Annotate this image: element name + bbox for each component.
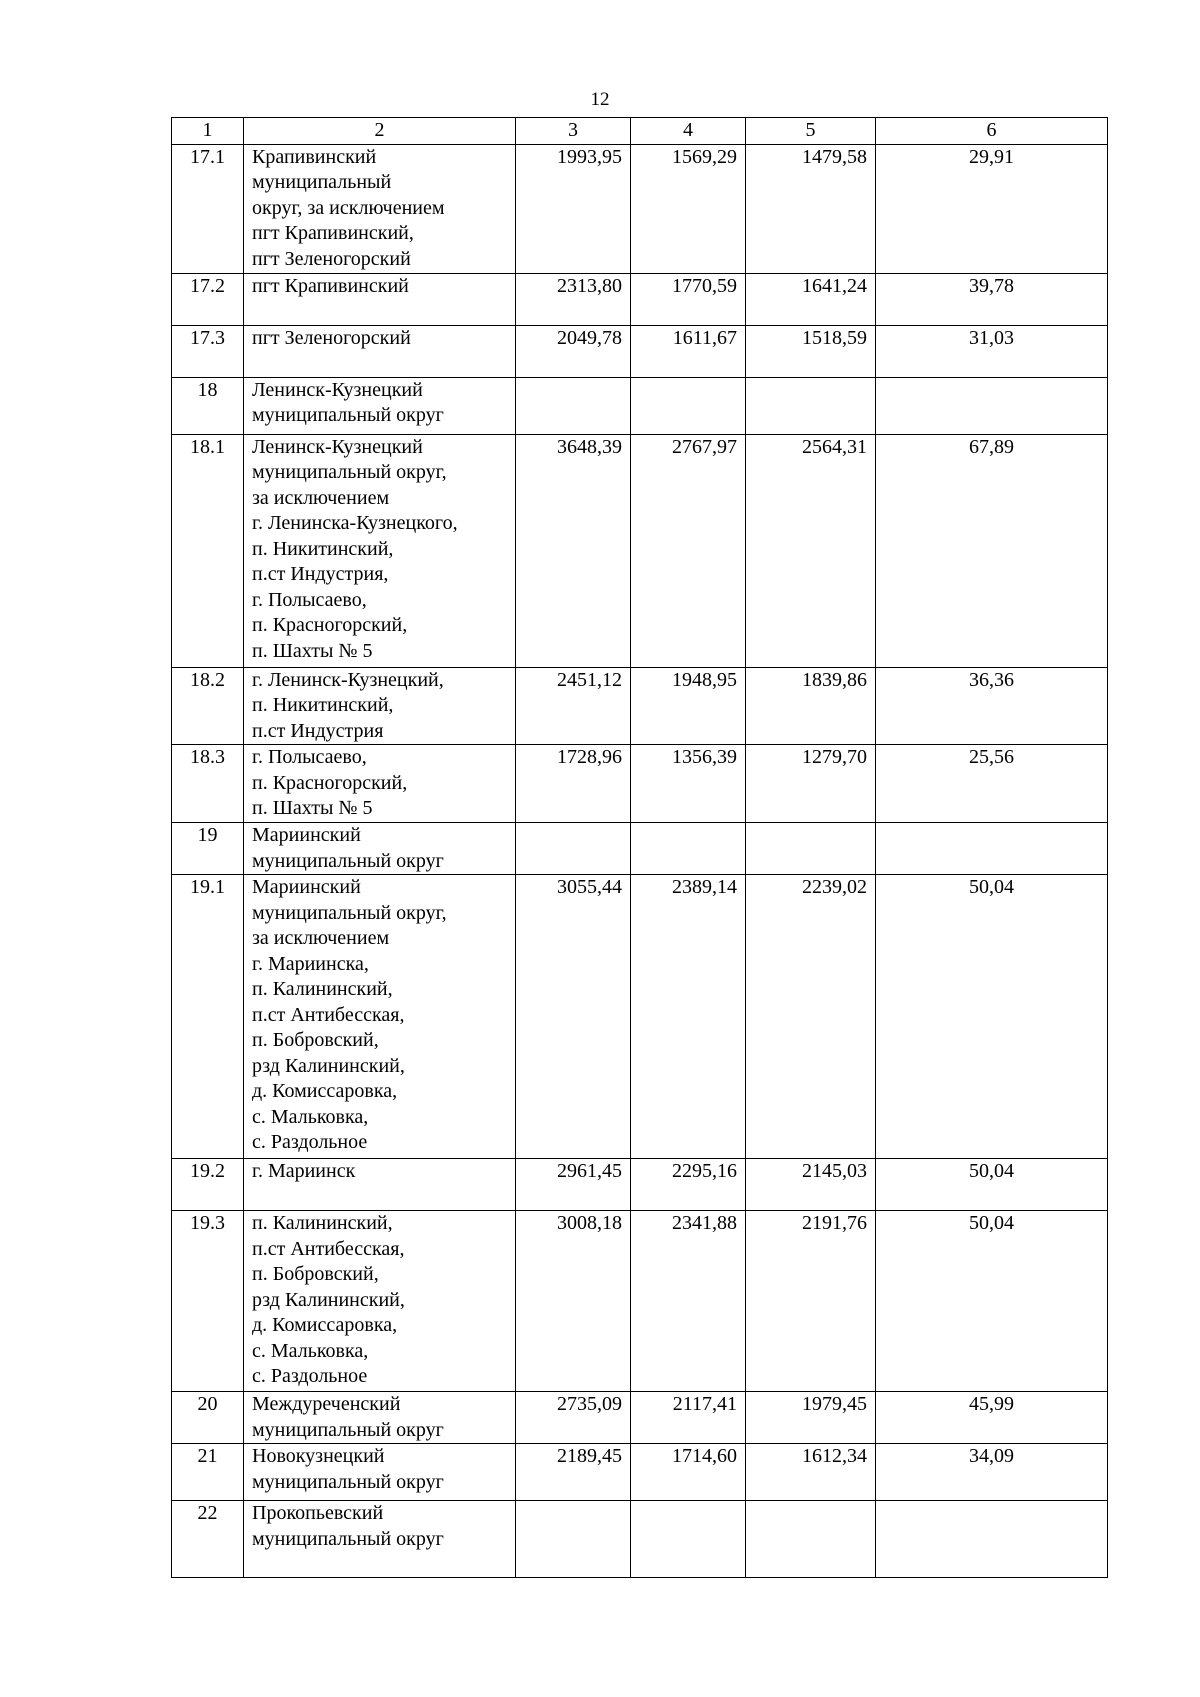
table-header-row: [172, 118, 1108, 145]
tariff-table: [171, 117, 1108, 1578]
territory-name-line: Мариинский: [252, 824, 361, 846]
value-col-4-cell: 1770,59: [631, 273, 746, 325]
value-col-5-cell: 1641,24: [746, 273, 876, 325]
value-col-3-cell: 3055,44: [516, 875, 631, 1159]
territory-name-line: Крапивинский: [252, 145, 377, 168]
value-col-5-cell: 2145,03: [746, 1159, 876, 1211]
territory-name-line: п. Шахты № 5: [252, 797, 373, 819]
table-row: [172, 325, 1108, 377]
value-col-5-cell: 1839,86: [746, 667, 876, 745]
row-number-cell: 20: [172, 1392, 244, 1444]
column-header-5: 5: [746, 118, 876, 145]
value-col-6-cell: 67,89: [876, 434, 1108, 667]
territory-name-line: с. Раздольное: [252, 1131, 368, 1153]
territory-name-cell: [244, 144, 516, 273]
territory-name-line: д. Комиссаровка,: [252, 1080, 398, 1102]
territory-name-cell: [244, 273, 516, 325]
territory-name-line: Прокопьевский: [252, 1502, 384, 1524]
territory-name-line: с. Мальковка,: [252, 1339, 369, 1362]
territory-name-cell: [244, 745, 516, 823]
value-col-6-cell: [876, 377, 1108, 434]
value-col-4-cell: [631, 377, 746, 434]
territory-name-line: п. Никитинский,: [252, 694, 394, 716]
row-number-cell: 21: [172, 1444, 244, 1501]
territory-name-line: Новокузнецкий: [252, 1445, 385, 1467]
territory-name-line: г. Ленинска-Кузнецкого,: [252, 512, 458, 534]
column-header-3: 3: [516, 118, 631, 145]
territory-name-cell: [244, 1159, 516, 1211]
territory-name-line: округ, за исключением: [252, 196, 445, 219]
territory-name-cell: [244, 1211, 516, 1392]
value-col-3-cell: 1728,96: [516, 745, 631, 823]
row-number-cell: 19: [172, 823, 244, 875]
territory-name-line: рзд Калининский,: [252, 1054, 405, 1077]
territory-name-line: п. Калининский,: [252, 1212, 393, 1234]
territory-name-line: п.ст Антибесская,: [252, 1237, 405, 1260]
value-col-3-cell: 2735,09: [516, 1392, 631, 1444]
value-col-3-cell: 3648,39: [516, 434, 631, 667]
value-col-6-cell: 50,04: [876, 1211, 1108, 1392]
territory-name-line: п. Красногорский,: [252, 771, 408, 794]
territory-name-line: п.ст Индустрия: [252, 719, 384, 742]
territory-name-line: пгт Крапивинский,: [252, 222, 414, 244]
value-col-3-cell: 2961,45: [516, 1159, 631, 1211]
column-header-2: 2: [244, 118, 516, 145]
table-row: [172, 1392, 1108, 1444]
value-col-6-cell: [876, 1501, 1108, 1578]
value-col-4-cell: 1611,67: [631, 325, 746, 377]
territory-name-cell: [244, 1501, 516, 1578]
territory-name-line: г. Полысаево,: [252, 746, 367, 768]
territory-name-line: г. Мариинск: [252, 1160, 356, 1182]
value-col-4-cell: 1569,29: [631, 144, 746, 273]
territory-name-line: пгт Зеленогорский: [252, 247, 411, 270]
row-number-cell: 19.1: [172, 875, 244, 1159]
value-col-6-cell: 25,56: [876, 745, 1108, 823]
table-row: [172, 1211, 1108, 1392]
territory-name-line: п. Бобровский,: [252, 1263, 379, 1285]
value-col-6-cell: 36,36: [876, 667, 1108, 745]
row-number-cell: 19.3: [172, 1211, 244, 1392]
territory-name-line: пгт Зеленогорский: [252, 326, 411, 349]
value-col-6-cell: 29,91: [876, 144, 1108, 273]
territory-name-line: муниципальный округ,: [252, 461, 447, 483]
column-header-4: 4: [631, 118, 746, 145]
page-number: 12: [590, 89, 610, 110]
territory-name-line: п.ст Антибесская,: [252, 1003, 405, 1026]
territory-name-line: с. Мальковка,: [252, 1105, 369, 1128]
value-col-4-cell: 2767,97: [631, 434, 746, 667]
table-row: [172, 823, 1108, 875]
value-col-4-cell: 1714,60: [631, 1444, 746, 1501]
value-col-3-cell: 1993,95: [516, 144, 631, 273]
table-row: [172, 745, 1108, 823]
territory-name-line: Ленинск-Кузнецкий: [252, 378, 423, 401]
value-col-4-cell: [631, 1501, 746, 1578]
territory-name-line: муниципальный округ: [252, 404, 444, 426]
value-col-5-cell: [746, 823, 876, 875]
territory-name-cell: [244, 667, 516, 745]
value-col-4-cell: 1356,39: [631, 745, 746, 823]
territory-name-line: г. Ленинск-Кузнецкий,: [252, 668, 444, 691]
value-col-4-cell: 2295,16: [631, 1159, 746, 1211]
value-col-5-cell: 1612,34: [746, 1444, 876, 1501]
column-header-1: 1: [172, 118, 244, 145]
territory-name-line: г. Мариинска,: [252, 952, 369, 975]
territory-name-line: муниципальный: [252, 171, 392, 193]
value-col-3-cell: 2313,80: [516, 273, 631, 325]
value-col-5-cell: [746, 377, 876, 434]
territory-name-line: рзд Калининский,: [252, 1288, 405, 1311]
value-col-6-cell: 39,78: [876, 273, 1108, 325]
row-number-cell: 17.3: [172, 325, 244, 377]
territory-name-line: п. Шахты № 5: [252, 639, 373, 662]
territory-name-line: муниципальный округ: [252, 1418, 444, 1441]
territory-name-line: муниципальный округ: [252, 849, 444, 872]
column-header-6: 6: [876, 118, 1108, 145]
value-col-6-cell: 50,04: [876, 875, 1108, 1159]
value-col-5-cell: [746, 1501, 876, 1578]
territory-name-cell: [244, 823, 516, 875]
value-col-4-cell: [631, 823, 746, 875]
territory-name-line: за исключением: [252, 927, 390, 949]
value-col-3-cell: 2189,45: [516, 1444, 631, 1501]
territory-name-line: с. Раздольное: [252, 1365, 368, 1387]
value-col-4-cell: 2389,14: [631, 875, 746, 1159]
value-col-5-cell: 1279,70: [746, 745, 876, 823]
value-col-6-cell: 34,09: [876, 1444, 1108, 1501]
territory-name-line: п. Бобровский,: [252, 1029, 379, 1051]
territory-name-cell: [244, 325, 516, 377]
row-number-cell: 18.2: [172, 667, 244, 745]
territory-name-line: п. Никитинский,: [252, 537, 394, 560]
value-col-6-cell: 31,03: [876, 325, 1108, 377]
territory-name-line: Ленинск-Кузнецкий: [252, 435, 423, 458]
value-col-4-cell: 2117,41: [631, 1392, 746, 1444]
value-col-6-cell: 50,04: [876, 1159, 1108, 1211]
value-col-3-cell: 3008,18: [516, 1211, 631, 1392]
territory-name-line: муниципальный округ,: [252, 901, 447, 924]
value-col-3-cell: [516, 823, 631, 875]
table-row: [172, 875, 1108, 1159]
table-row: [172, 1501, 1108, 1578]
table-row: [172, 273, 1108, 325]
territory-name-line: пгт Крапивинский: [252, 274, 409, 297]
territory-name-line: д. Комиссаровка,: [252, 1314, 398, 1336]
row-number-cell: 22: [172, 1501, 244, 1578]
table-row: [172, 144, 1108, 273]
territory-name-line: г. Полысаево,: [252, 588, 367, 611]
territory-name-cell: [244, 1392, 516, 1444]
value-col-5-cell: 2239,02: [746, 875, 876, 1159]
territory-name-line: Междуреченский: [252, 1393, 401, 1415]
value-col-4-cell: 2341,88: [631, 1211, 746, 1392]
territory-name-line: п. Калининский,: [252, 978, 393, 1000]
row-number-cell: 18.1: [172, 434, 244, 667]
table-row: [172, 1444, 1108, 1501]
value-col-3-cell: [516, 1501, 631, 1578]
value-col-5-cell: 2191,76: [746, 1211, 876, 1392]
value-col-5-cell: 2564,31: [746, 434, 876, 667]
territory-name-cell: [244, 875, 516, 1159]
value-col-5-cell: 1979,45: [746, 1392, 876, 1444]
table-row: [172, 377, 1108, 434]
row-number-cell: 17.2: [172, 273, 244, 325]
value-col-5-cell: 1479,58: [746, 144, 876, 273]
territory-name-line: Мариинский: [252, 876, 361, 898]
value-col-4-cell: 1948,95: [631, 667, 746, 745]
value-col-3-cell: [516, 377, 631, 434]
row-number-cell: 18: [172, 377, 244, 434]
row-number-cell: 17.1: [172, 144, 244, 273]
table-body: [172, 118, 1108, 1578]
territory-name-cell: [244, 1444, 516, 1501]
territory-name-line: за исключением: [252, 486, 390, 509]
value-col-6-cell: 45,99: [876, 1392, 1108, 1444]
row-number-cell: 18.3: [172, 745, 244, 823]
value-col-6-cell: [876, 823, 1108, 875]
table-row: [172, 1159, 1108, 1211]
value-col-3-cell: 2049,78: [516, 325, 631, 377]
territory-name-cell: [244, 377, 516, 434]
territory-name-line: муниципальный округ: [252, 1470, 444, 1493]
territory-name-line: п. Красногорский,: [252, 614, 408, 636]
value-col-5-cell: 1518,59: [746, 325, 876, 377]
value-col-3-cell: 2451,12: [516, 667, 631, 745]
table-row: [172, 667, 1108, 745]
territory-name-cell: [244, 434, 516, 667]
territory-name-line: муниципальный округ: [252, 1527, 444, 1550]
row-number-cell: 19.2: [172, 1159, 244, 1211]
table-row: [172, 434, 1108, 667]
territory-name-line: п.ст Индустрия,: [252, 563, 389, 585]
